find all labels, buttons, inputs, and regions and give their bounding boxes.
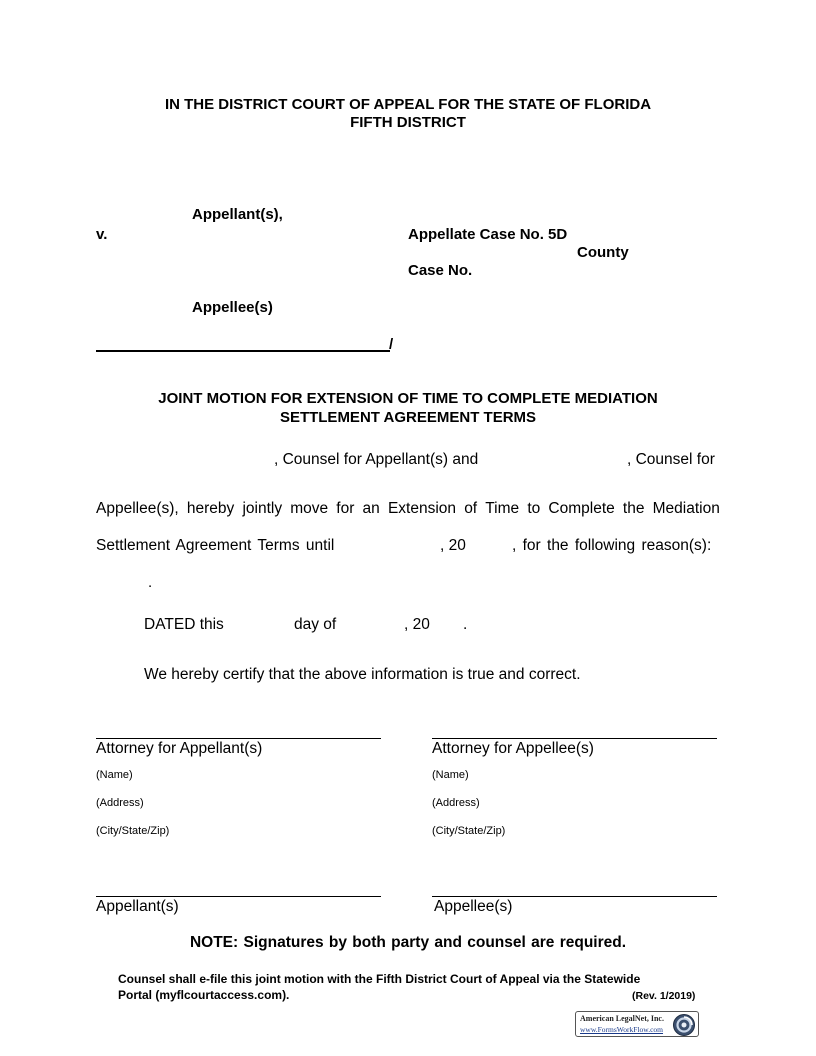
- certification-statement: We hereby certify that the above information is true and correct.: [144, 666, 581, 683]
- appellee-attorney-name-label: (Name): [432, 769, 469, 781]
- dated-year-prefix: , 20: [404, 616, 430, 633]
- appellant-attorney-address-label: (Address): [96, 797, 144, 809]
- word: an: [362, 500, 380, 517]
- word: Extension: [387, 500, 457, 517]
- word: of: [464, 500, 478, 517]
- appellee-signature-line[interactable]: [432, 896, 717, 897]
- appellant-attorney-signature-line[interactable]: [96, 738, 381, 739]
- word: for: [336, 500, 355, 517]
- word: Time: [485, 500, 520, 517]
- logo-company-name: American LegalNet, Inc.: [580, 1014, 664, 1023]
- appellant-signature-label: Appellant(s): [96, 898, 179, 915]
- efile-instruction-line1: Counsel shall e-file this joint motion with the Fifth District Court of Appeal via the Statewide: [118, 972, 641, 986]
- case-no-label: Case No.: [408, 262, 473, 279]
- appellee-attorney-signature-line[interactable]: [432, 738, 717, 739]
- word: Appellee(s),: [96, 500, 179, 517]
- appellant-signature-line[interactable]: [96, 896, 381, 897]
- logo-url-link[interactable]: www.FormsWorkFlow.com: [580, 1025, 664, 1034]
- caption-slash: /: [389, 336, 394, 353]
- word: the: [622, 500, 645, 517]
- counsel-appellant-text: , Counsel for Appellant(s) and: [274, 451, 479, 468]
- appellants-label: Appellant(s),: [192, 206, 283, 223]
- signature-note: NOTE: Signatures by both party and counsel are required.: [189, 934, 627, 951]
- court-heading: IN THE DISTRICT COURT OF APPEAL FOR THE STATE OF FLORIDA: [164, 96, 652, 113]
- americanlegalnet-logo[interactable]: [575, 1011, 699, 1037]
- motion-body-line2: [96, 500, 720, 518]
- appellant-attorney-title: Attorney for Appellant(s): [96, 740, 263, 757]
- appellant-attorney-city-label: (City/State/Zip): [96, 825, 170, 837]
- globe-icon: [672, 1013, 696, 1037]
- word: move: [290, 500, 329, 517]
- word: jointly: [242, 500, 283, 517]
- caption-rule: [96, 350, 390, 352]
- word: hereby: [186, 500, 235, 517]
- revision-date: (Rev. 1/2019): [632, 990, 696, 1002]
- settlement-until-text: Settlement Agreement Terms until: [96, 537, 335, 554]
- word: Complete: [548, 500, 615, 517]
- counsel-for-text: , Counsel for: [627, 451, 715, 468]
- versus-label: v.: [96, 226, 108, 243]
- appellee-signature-label: Appellee(s): [434, 898, 513, 915]
- motion-title-line2: SETTLEMENT AGREEMENT TERMS: [279, 409, 537, 426]
- appellee-attorney-city-label: (City/State/Zip): [432, 825, 506, 837]
- dated-label: DATED this: [144, 616, 224, 633]
- appellant-attorney-name-label: (Name): [96, 769, 133, 781]
- reason-period: .: [148, 574, 153, 591]
- until-year-prefix: , 20: [440, 537, 466, 554]
- motion-title-line1: JOINT MOTION FOR EXTENSION OF TIME TO COMPLETE MEDIATION: [158, 390, 658, 407]
- day-of-label: day of: [294, 616, 337, 633]
- word: Mediation: [652, 500, 720, 517]
- word: to: [527, 500, 541, 517]
- county-label: County: [577, 244, 629, 261]
- appellate-case-label: Appellate Case No. 5D: [408, 226, 568, 243]
- district-heading: FIFTH DISTRICT: [350, 114, 466, 131]
- appellees-label: Appellee(s): [192, 299, 273, 316]
- efile-instruction-line2: Portal (myflcourtaccess.com).: [118, 988, 290, 1002]
- appellee-attorney-title: Attorney for Appellee(s): [432, 740, 594, 757]
- following-reasons-text: , for the following reason(s):: [512, 537, 712, 554]
- dated-period: .: [463, 616, 468, 633]
- appellee-attorney-address-label: (Address): [432, 797, 480, 809]
